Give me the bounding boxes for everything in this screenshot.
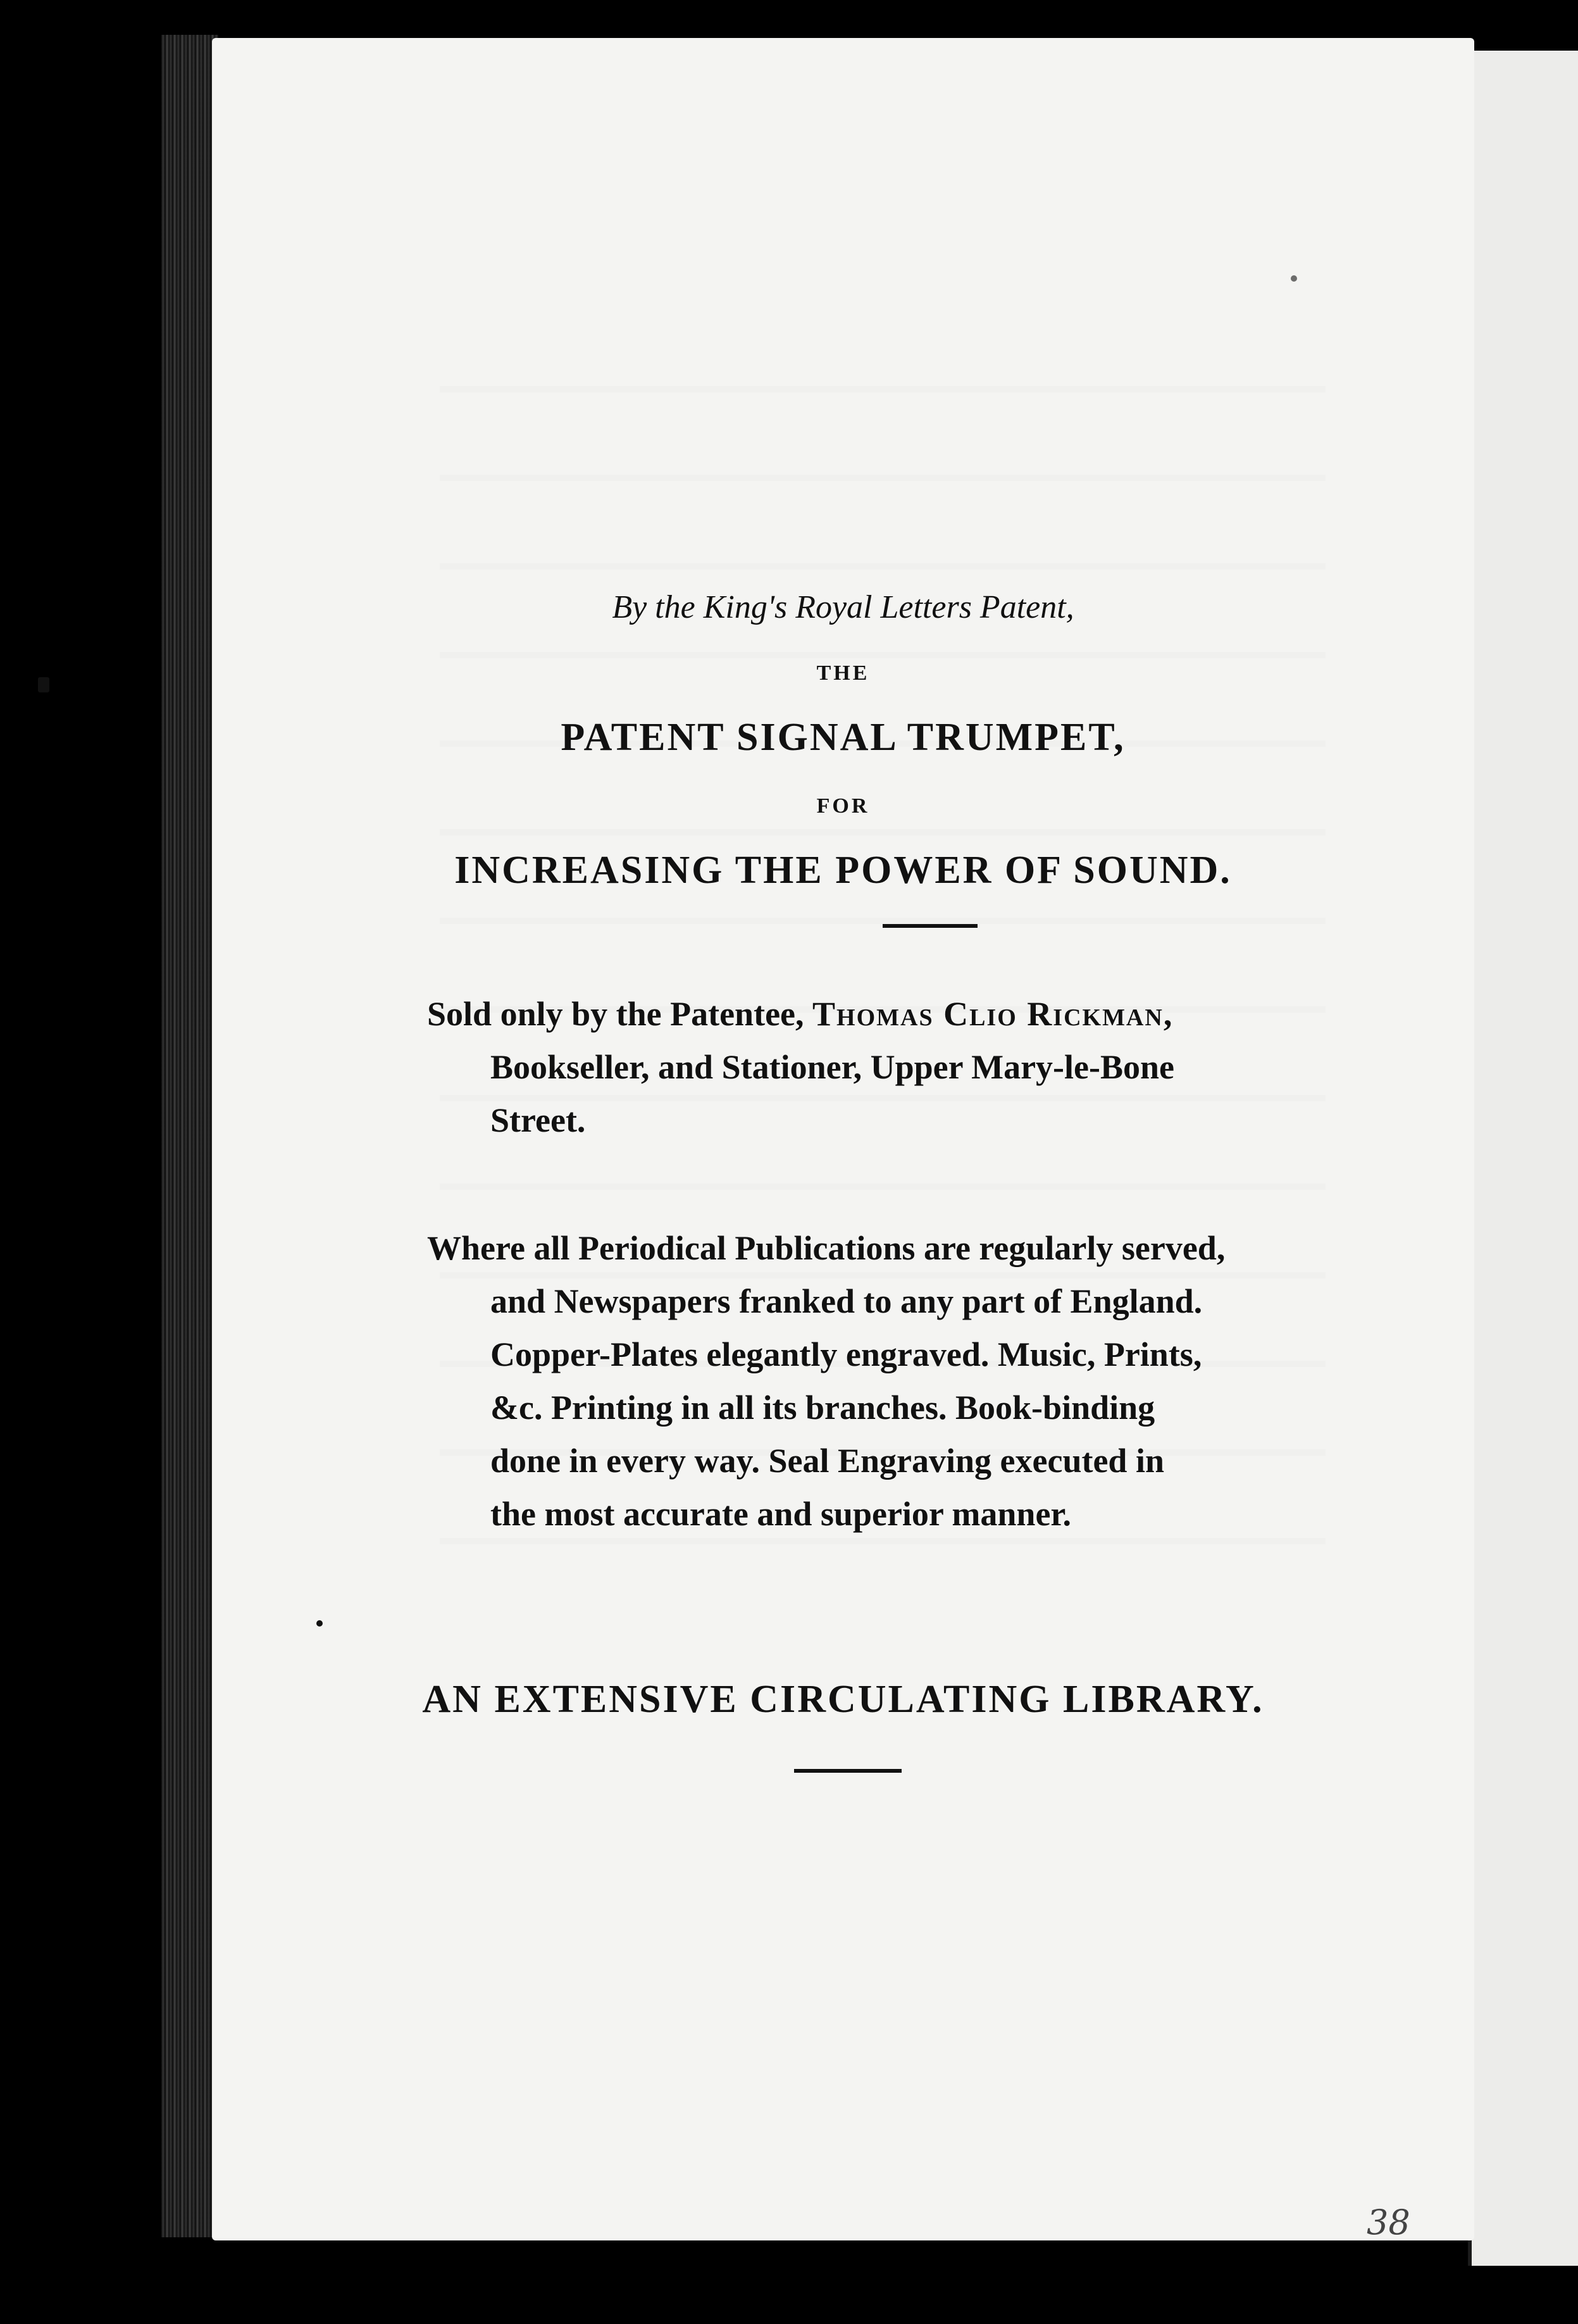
title-increasing-power: INCREASING THE POWER OF SOUND. — [454, 849, 1232, 892]
services-line-2: and Newspapers franked to any part of England. — [490, 1282, 1203, 1320]
sold-paragraph — [427, 987, 1490, 1147]
circulating-library-heading: AN EXTENSIVE CIRCULATING LIBRARY. — [422, 1678, 1264, 1721]
title-patent-signal-trumpet: PATENT SIGNAL TRUMPET, — [561, 716, 1126, 759]
margin-mark — [38, 677, 49, 692]
book-page-edges — [161, 35, 218, 2237]
services-paragraph — [427, 1221, 1490, 1540]
services-line-4: &c. Printing in all its branches. Book-binding — [490, 1389, 1155, 1427]
facing-page — [1468, 51, 1578, 2266]
sold-line-3: Street. — [490, 1101, 586, 1139]
sold-line-2: Bookseller, and Stationer, Upper Mary-le-Bone — [490, 1048, 1175, 1086]
end-rule — [794, 1769, 902, 1773]
services-line-5: done in every way. Seal Engraving executed in — [490, 1442, 1164, 1480]
services-line-6: the most accurate and superior manner. — [490, 1495, 1071, 1533]
divider-rule — [883, 924, 978, 928]
handwritten-page-number: 38 — [1367, 2202, 1410, 2242]
patent-line: By the King's Royal Letters Patent, — [612, 589, 1074, 625]
printed-page — [212, 38, 1474, 2240]
sold-lead: Sold only by the Patentee, — [427, 995, 813, 1033]
patentee-name: Thomas Clio Rickman, — [812, 995, 1174, 1033]
speck — [1291, 275, 1297, 282]
sold-line-1 — [427, 987, 1490, 1040]
the-label: THE — [816, 661, 870, 685]
for-label: FOR — [816, 794, 870, 818]
margin-dot — [316, 1620, 323, 1627]
services-line-1: Where all Periodical Publications are regularly served, — [427, 1229, 1226, 1267]
services-line-3: Copper-Plates elegantly engraved. Music, Prints, — [490, 1335, 1202, 1373]
